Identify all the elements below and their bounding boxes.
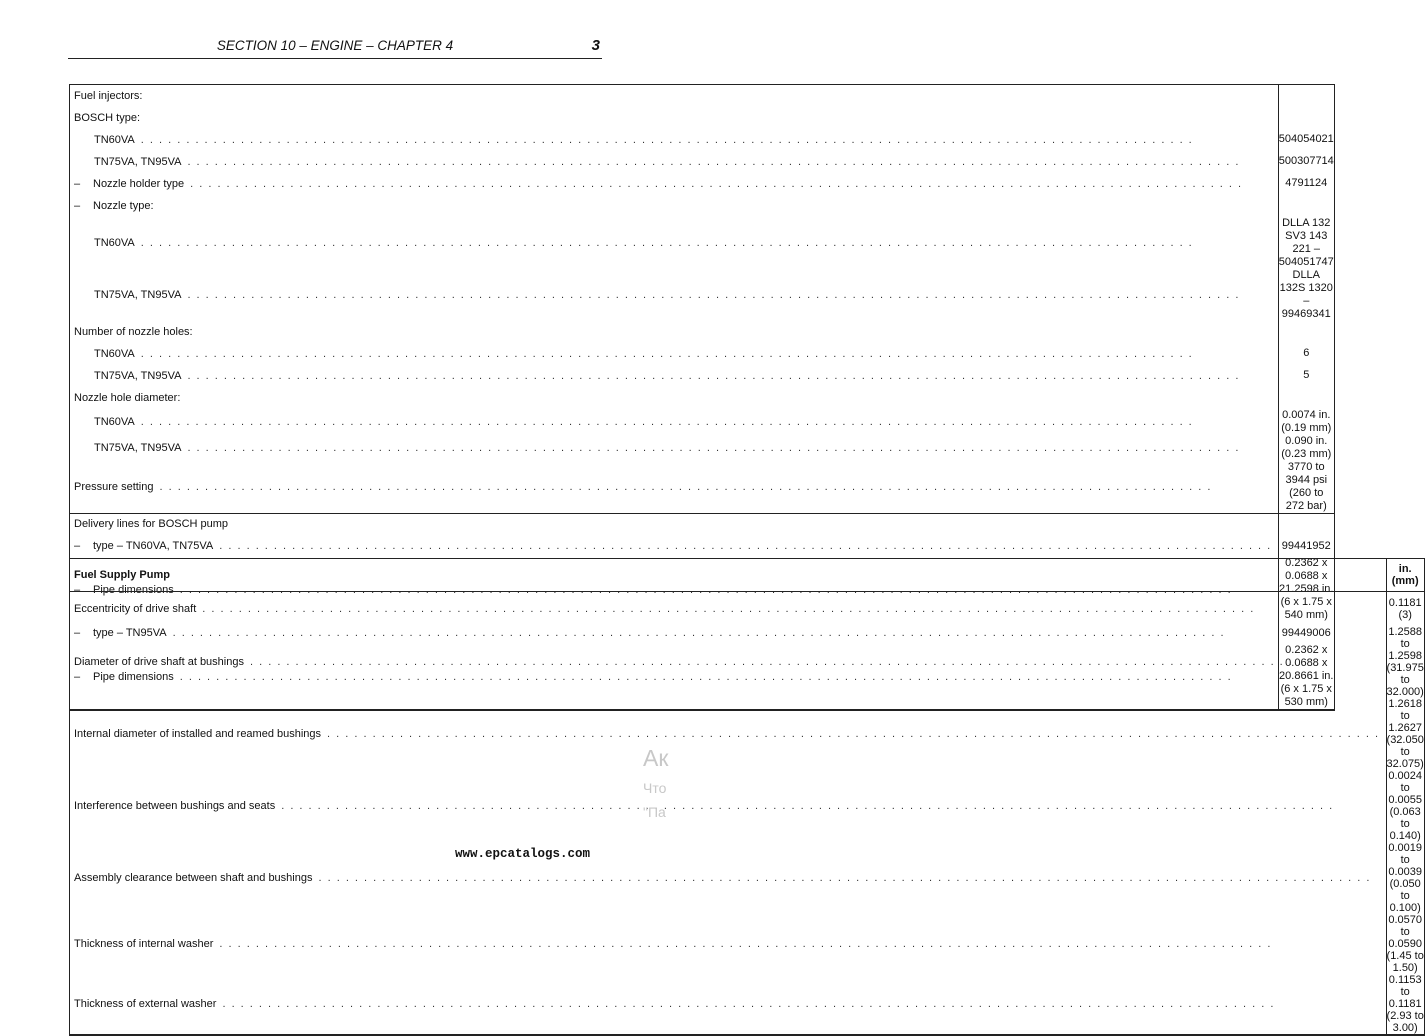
table-row (70, 842, 1425, 914)
row-label (74, 200, 1278, 212)
dot-leader (181, 289, 1277, 301)
fuel-supply-pump-table-body (70, 559, 1425, 1035)
watermark-line-3: "Па (643, 804, 666, 820)
row-label-text: Thickness of external washer (74, 997, 217, 1010)
page-number: 3 (591, 37, 600, 54)
label-cell (70, 842, 1387, 914)
row-label-text: TN75VA, TN95VA (94, 441, 182, 454)
value-text: 5 (1303, 369, 1310, 381)
table-row (70, 698, 1425, 770)
table-row (70, 626, 1425, 698)
table-row (70, 85, 1335, 107)
row-label-text: TN75VA, TN95VA (94, 288, 182, 301)
row-label (74, 134, 1278, 146)
label-cell (70, 129, 1279, 151)
table-header-row (70, 559, 1425, 592)
table-row (70, 107, 1335, 129)
value-text: 4791124 (1285, 177, 1328, 189)
dot-leader (135, 348, 1278, 360)
dot-leader (181, 442, 1277, 454)
dot-leader (181, 156, 1277, 168)
header-label: Fuel Supply Pump (70, 559, 1387, 592)
row-label (74, 938, 1386, 950)
value-cell: 0.0024 to 0.0055 (0.063 to 0.140) (1388, 769, 1423, 842)
table-row (70, 129, 1335, 151)
row-label (74, 603, 1386, 615)
table-row (70, 195, 1335, 217)
label-cell (70, 461, 1279, 514)
table-row (70, 435, 1335, 461)
label-cell (70, 151, 1279, 173)
row-label-text: Interference between bushings and seats (74, 799, 276, 812)
label-cell (70, 626, 1387, 698)
value-cell: 1.2618 to 1.2627 (32.050 to 32.075) (1386, 697, 1424, 770)
value-text: 99441952 (1281, 539, 1331, 552)
value-cell (1278, 217, 1334, 269)
value-cell (1278, 85, 1334, 107)
row-label-text: Delivery lines for BOSCH pump (74, 518, 229, 531)
value-text-metric: (6 x 1.75 x 530 mm) (1280, 683, 1332, 708)
table-row (70, 269, 1335, 321)
value-cell: 1.2588 to 1.2598 (31.975 to 32.000) (1386, 625, 1424, 698)
dot-leader (244, 656, 1386, 668)
table-row (70, 409, 1335, 435)
value-cell (1278, 435, 1334, 461)
row-label (74, 90, 1278, 102)
row-label (74, 326, 1278, 338)
table-row (70, 914, 1425, 974)
label-cell (70, 173, 1279, 195)
table-row (70, 365, 1335, 387)
value-text: DLLA 132S 1320 – 99469341 (1279, 268, 1333, 320)
value-cell (1278, 409, 1334, 435)
row-label-text: TN60VA (94, 133, 135, 146)
dot-leader (135, 134, 1278, 146)
label-cell (70, 698, 1387, 770)
page-header (68, 38, 602, 59)
value-cell (1278, 343, 1334, 365)
value-text: 0.0074 in. (0.19 mm) (1281, 408, 1332, 434)
row-label (74, 416, 1278, 428)
dot-leader (213, 938, 1385, 950)
value-text: 0.2362 x 0.0688 x 20.8661 in. (1279, 644, 1334, 682)
value-text: DLLA 132 SV3 143 221 – 504051747 (1278, 216, 1334, 268)
row-label-text: TN60VA (94, 347, 135, 360)
label-cell (70, 321, 1279, 343)
label-cell (70, 269, 1279, 321)
label-cell (70, 770, 1387, 842)
dash-marker: – (74, 627, 81, 639)
row-label (74, 237, 1278, 249)
value-text: 3770 to 3944 psi (260 to 272 bar) (1285, 460, 1328, 512)
row-label (74, 442, 1278, 454)
value-cell (1278, 151, 1334, 173)
row-label (74, 998, 1386, 1010)
row-label-text: Internal diameter of installed and reamed bushings (74, 727, 322, 740)
row-label-text: Pressure setting (74, 480, 154, 493)
row-label (74, 518, 1278, 530)
label-cell (70, 217, 1279, 269)
dash-marker: – (74, 670, 81, 683)
row-label-text: Nozzle type: (93, 199, 154, 212)
label-cell (70, 409, 1279, 435)
table-row (70, 321, 1335, 343)
value-text: 500307714 (1278, 155, 1334, 167)
table-row (70, 974, 1425, 1035)
row-label-text: Eccentricity of drive shaft (74, 602, 197, 615)
row-label (74, 156, 1278, 168)
row-label (74, 728, 1386, 740)
label-cell (70, 195, 1279, 217)
value-cell: 0.1181 (3) (1388, 596, 1422, 621)
table-row (70, 592, 1425, 626)
value-cell: 0.0570 to 0.0590 (1.45 to 1.50) (1386, 913, 1424, 974)
label-cell (70, 365, 1279, 387)
value-text-metric: (6 x 1.75 x 540 mm) (1280, 596, 1332, 621)
label-cell (70, 435, 1279, 461)
dot-leader (321, 728, 1385, 740)
value-cell (1278, 461, 1334, 514)
value-cell (1278, 365, 1334, 387)
row-label (74, 481, 1278, 493)
label-cell (70, 85, 1279, 107)
row-label (74, 348, 1278, 360)
row-label (74, 289, 1278, 301)
dot-leader (216, 998, 1385, 1010)
value-cell (1278, 173, 1334, 195)
label-cell (70, 107, 1279, 129)
row-label-text: TN60VA (94, 415, 135, 428)
value-cell (1278, 269, 1334, 321)
watermark-line-1: Ак (643, 745, 669, 771)
row-label-text: type – TN60VA, TN75VA (93, 540, 214, 552)
row-label-text: TN75VA, TN95VA (94, 369, 182, 382)
row-label (74, 112, 1278, 124)
row-label-text: Nozzle hole diameter: (74, 391, 181, 404)
row-label (74, 392, 1278, 404)
value-text: 504054021 (1278, 133, 1334, 145)
value-cell (1278, 107, 1334, 129)
row-label-text: Pipe dimensions (93, 583, 174, 596)
row-label-text: TN75VA, TN95VA (94, 155, 182, 168)
watermark-line-2: Что (643, 780, 667, 796)
label-cell (70, 974, 1387, 1035)
row-label-text: TN60VA (94, 236, 135, 249)
dot-leader (312, 872, 1385, 884)
dot-leader (181, 370, 1277, 382)
table-row (70, 461, 1335, 514)
table-row (70, 217, 1335, 269)
row-label (74, 656, 1386, 668)
value-text: 0.090 in. (0.23 mm) (1281, 434, 1332, 460)
dot-leader (153, 481, 1277, 493)
dot-leader (213, 540, 1277, 552)
row-label-text: Diameter of drive shaft at bushings (74, 655, 244, 668)
table-row (70, 151, 1335, 173)
value-cell (1278, 535, 1334, 557)
value-cell (1278, 129, 1334, 151)
dot-leader (196, 603, 1385, 615)
row-label-text: Fuel injectors: (74, 89, 143, 102)
dot-leader (135, 237, 1278, 249)
label-cell (70, 535, 1279, 557)
row-label-text: BOSCH type: (74, 111, 141, 124)
header-unit: in. (mm) (1386, 559, 1424, 592)
dash-marker: – (74, 583, 81, 596)
row-label (74, 800, 1386, 812)
label-cell (70, 914, 1387, 974)
fuel-supply-pump-table (69, 558, 1425, 1036)
label-cell (70, 343, 1279, 365)
label-cell (70, 513, 1279, 535)
row-label (74, 370, 1278, 382)
table-row (70, 513, 1335, 535)
dot-leader (184, 178, 1278, 190)
table-row (70, 387, 1335, 409)
value-cell: 0.0019 to 0.0039 (0.050 to 0.100) (1388, 841, 1423, 914)
row-label-text: Assembly clearance between shaft and bushings (74, 871, 313, 884)
row-label-text: Pipe dimensions (93, 670, 174, 683)
row-label (74, 178, 1278, 190)
row-label (74, 872, 1386, 884)
value-text: 0.2362 x 0.0688 x 21.2598 in. (1279, 557, 1334, 595)
value-cell: 0.1153 to 0.1181 (2.93 to 3.00) (1386, 973, 1424, 1034)
dash-marker: – (74, 177, 81, 190)
table-row (70, 173, 1335, 195)
value-cell (1278, 387, 1334, 409)
value-cell (1278, 321, 1334, 343)
value-text: 99449006 (1281, 626, 1331, 639)
dot-leader (275, 800, 1385, 812)
dash-marker: – (74, 540, 81, 552)
label-cell (70, 592, 1387, 626)
value-cell (1278, 195, 1334, 217)
label-cell (70, 387, 1279, 409)
dot-leader (135, 416, 1278, 428)
row-label-text: Number of nozzle holes: (74, 325, 193, 338)
value-cell (1278, 513, 1334, 535)
section-title: SECTION 10 – ENGINE – CHAPTER 4 (216, 38, 454, 53)
footer-url[interactable]: www.epcatalogs.com (455, 847, 591, 861)
dash-marker: – (74, 199, 81, 212)
row-label-text: Thickness of internal washer (74, 937, 214, 950)
table-row (70, 343, 1335, 365)
row-label-text: Nozzle holder type (93, 177, 185, 190)
table-row (70, 770, 1425, 842)
value-text: 6 (1303, 347, 1310, 359)
table-row (70, 535, 1335, 557)
row-label (74, 540, 1278, 552)
row-label-text: type – TN95VA (93, 627, 167, 639)
